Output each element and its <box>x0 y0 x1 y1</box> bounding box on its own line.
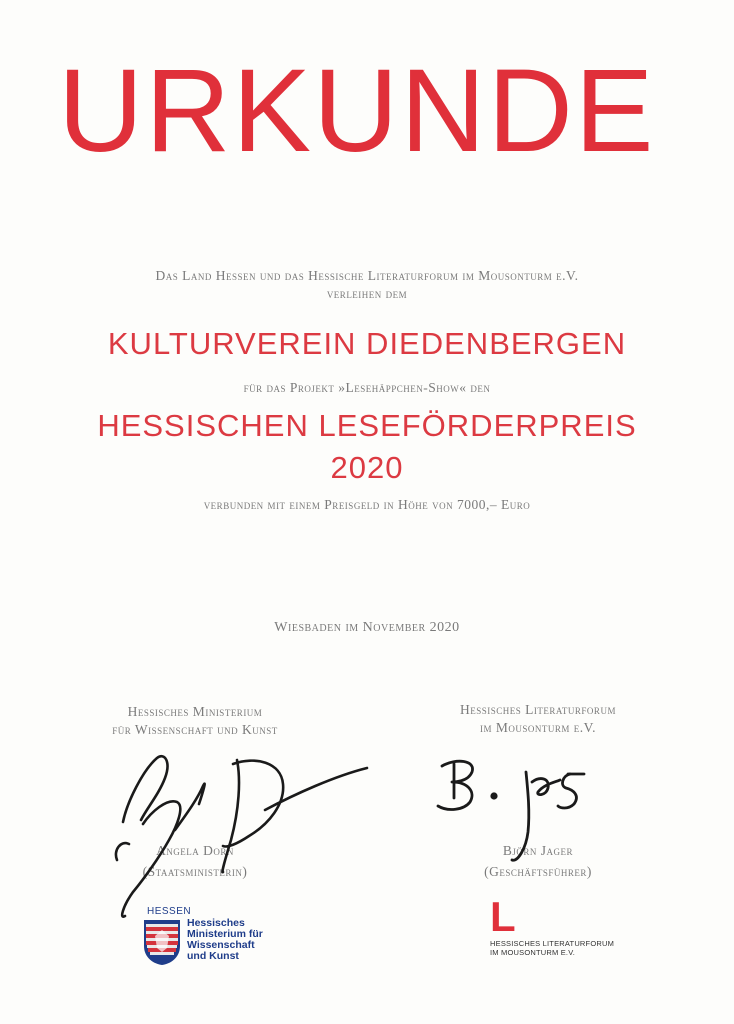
place-date: Wiesbaden im November 2020 <box>274 620 460 635</box>
certificate-title: URKUNDE <box>58 45 656 177</box>
right-signature-icon <box>432 752 602 872</box>
hessen-logo-line-2: Ministerium für <box>187 928 263 940</box>
right-org-line-1: Hessisches Literaturforum <box>460 702 616 717</box>
intro-line-2: verleihen dem <box>326 286 408 301</box>
right-signatory-role: (Geschäftsführer) <box>484 864 592 879</box>
right-org-line-2: im Mousonturm e.V. <box>479 720 596 735</box>
prize-line: verbunden mit einem Preisgeld in Höhe von 7000,– Euro <box>203 497 531 512</box>
literaturforum-logo-mark: L <box>490 893 516 940</box>
left-signature-icon <box>105 740 375 925</box>
project-line: für das Projekt »Lesehäppchen-Show« den <box>243 380 491 395</box>
hessen-logo-line-4: und Kunst <box>187 950 239 962</box>
left-signatory-name: Angela Dorn <box>156 843 234 858</box>
recipient-name: KULTURVEREIN DIEDENBERGEN <box>107 326 627 361</box>
award-year: 2020 <box>330 450 404 485</box>
hessen-logo-line-3: Wissenschaft <box>187 939 255 951</box>
left-signatory-role: (Staatsministerin) <box>142 864 248 879</box>
hessen-coat-of-arms-icon <box>142 918 182 966</box>
award-name: HESSISCHEN LESEFÖRDERPREIS <box>97 408 637 443</box>
left-org-line-1: Hessisches Ministerium <box>127 704 263 719</box>
hessen-logo-label: HESSEN <box>147 906 192 917</box>
literaturforum-logo-line-1: HESSISCHES LITERATURFORUM <box>490 939 615 948</box>
hessen-logo-line-1: Hessisches <box>187 917 245 929</box>
right-signatory-name: Björn Jager <box>502 843 574 858</box>
intro-line-1: Das Land Hessen und das Hessische Literaturforum im Mousonturm e.V. <box>155 268 579 283</box>
left-org-line-2: für Wissenschaft und Kunst <box>112 722 278 737</box>
literaturforum-logo-line-2: IM MOUSONTURM E.V. <box>490 948 575 957</box>
